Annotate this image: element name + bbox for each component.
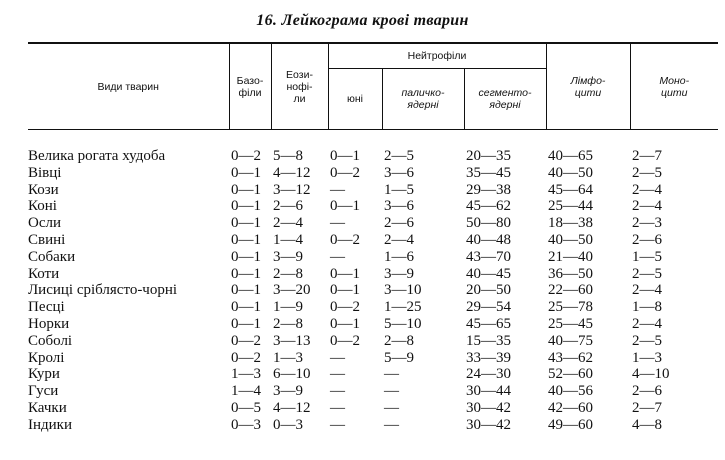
lymphocytes-cell: 40—75 <box>548 332 593 349</box>
species-cell: Песці <box>28 299 65 316</box>
segmented-cell: 40—48 <box>466 231 511 248</box>
eosinophils-cell: 1—9 <box>273 299 303 316</box>
young-cell: 0—1 <box>330 282 360 299</box>
segmented-cell: 30—44 <box>466 383 511 400</box>
band-cell: 5—9 <box>384 349 414 366</box>
lymphocytes-cell: 40—50 <box>548 231 593 248</box>
basophils-cell: 0—1 <box>231 164 261 181</box>
band-cell: 3—9 <box>384 265 414 282</box>
monocytes-cell: 2—4 <box>632 181 662 198</box>
lymphocytes-cell: 36—50 <box>548 265 593 282</box>
segmented-cell: 29—38 <box>466 181 511 198</box>
eosinophils-cell: 6—10 <box>273 366 311 383</box>
monocytes-cell: 2—4 <box>632 282 662 299</box>
young-cell: 0—2 <box>330 231 360 248</box>
header-young: юні <box>328 69 382 130</box>
table-row <box>28 333 718 350</box>
monocytes-cell: 4—10 <box>632 366 670 383</box>
species-cell: Коти <box>28 265 60 282</box>
basophils-cell: 0—1 <box>231 248 261 265</box>
eosinophils-cell: 4—12 <box>273 399 311 416</box>
eosinophils-cell: 2—8 <box>273 315 303 332</box>
monocytes-cell: 2—7 <box>632 148 662 164</box>
header-lymphocytes: Лімфо- цити <box>546 43 630 130</box>
eosinophils-cell: 2—8 <box>273 265 303 282</box>
species-cell: Соболі <box>28 332 73 349</box>
band-cell: 3—6 <box>384 164 414 181</box>
eosinophils-cell: 1—4 <box>273 231 303 248</box>
young-cell: 0—2 <box>330 332 360 349</box>
young-cell: — <box>330 399 345 416</box>
band-cell: 2—4 <box>384 231 414 248</box>
lymphocytes-cell: 25—44 <box>548 198 593 215</box>
species-cell: Індики <box>28 416 72 433</box>
table-row <box>28 383 718 400</box>
young-cell: 0—2 <box>330 164 360 181</box>
lymphocytes-cell: 18—38 <box>548 215 593 232</box>
segmented-cell: 35—45 <box>466 164 511 181</box>
table-row <box>28 182 718 199</box>
band-cell: 2—6 <box>384 215 414 232</box>
table-row <box>28 165 718 182</box>
eosinophils-cell: 2—6 <box>273 198 303 215</box>
band-cell: — <box>384 416 399 433</box>
basophils-cell: 0—1 <box>231 198 261 215</box>
table-body <box>28 130 718 434</box>
species-cell: Кози <box>28 181 59 198</box>
eosinophils-cell: 3—12 <box>273 181 311 198</box>
band-cell: — <box>384 383 399 400</box>
band-cell: 1—25 <box>384 299 422 316</box>
basophils-cell: 0—2 <box>231 332 261 349</box>
band-cell: — <box>384 366 399 383</box>
header-neutrophils: Нейтрофіли <box>328 43 546 69</box>
eosinophils-cell: 3—9 <box>273 383 303 400</box>
monocytes-cell: 2—5 <box>632 164 662 181</box>
segmented-cell: 50—80 <box>466 215 511 232</box>
table-row <box>28 366 718 383</box>
band-cell: 1—6 <box>384 248 414 265</box>
table-row <box>28 198 718 215</box>
species-cell: Свині <box>28 231 66 248</box>
species-cell: Велика рогата худоба <box>28 148 166 164</box>
table-row <box>28 282 718 299</box>
table-row <box>28 215 718 232</box>
lymphocytes-cell: 25—45 <box>548 315 593 332</box>
species-cell: Коні <box>28 198 57 215</box>
monocytes-cell: 1—8 <box>632 299 662 316</box>
young-cell: 0—1 <box>330 315 360 332</box>
monocytes-cell: 1—3 <box>632 349 662 366</box>
lymphocytes-cell: 22—60 <box>548 282 593 299</box>
eosinophils-cell: 1—3 <box>273 349 303 366</box>
monocytes-cell: 2—3 <box>632 215 662 232</box>
table-row <box>28 130 718 165</box>
young-cell: — <box>330 349 345 366</box>
header-segmented: сегменто- ядерні <box>464 69 546 130</box>
table-title: 16. Лейкограма крові тварин <box>256 12 469 29</box>
band-cell: 2—5 <box>384 148 414 164</box>
eosinophils-cell: 5—8 <box>273 148 303 164</box>
basophils-cell: 0—3 <box>231 416 261 433</box>
species-cell: Лисиці сріблясто-чорні <box>28 282 178 299</box>
header-basophils: Базо- філи <box>229 43 271 130</box>
segmented-cell: 30—42 <box>466 399 511 416</box>
band-cell: 5—10 <box>384 315 422 332</box>
basophils-cell: 0—1 <box>231 315 261 332</box>
species-cell: Собаки <box>28 248 76 265</box>
species-cell: Качки <box>28 399 67 416</box>
segmented-cell: 40—45 <box>466 265 511 282</box>
leukogram-table <box>28 42 718 434</box>
table-row <box>28 232 718 249</box>
species-cell: Кури <box>28 366 60 383</box>
lymphocytes-cell: 25—78 <box>548 299 593 316</box>
segmented-cell: 20—35 <box>466 148 511 164</box>
basophils-cell: 0—1 <box>231 282 261 299</box>
segmented-cell: 20—50 <box>466 282 511 299</box>
young-cell: 0—1 <box>330 265 360 282</box>
eosinophils-cell: 4—12 <box>273 164 311 181</box>
monocytes-cell: 2—5 <box>632 332 662 349</box>
monocytes-cell: 2—5 <box>632 265 662 282</box>
species-cell: Кролі <box>28 349 65 366</box>
segmented-cell: 33—39 <box>466 349 511 366</box>
table-row <box>28 299 718 316</box>
lymphocytes-cell: 40—50 <box>548 164 593 181</box>
segmented-cell: 30—42 <box>466 416 511 433</box>
basophils-cell: 0—1 <box>231 231 261 248</box>
lymphocytes-cell: 21—40 <box>548 248 593 265</box>
eosinophils-cell: 2—4 <box>273 215 303 232</box>
species-cell: Гуси <box>28 383 59 400</box>
young-cell: — <box>330 248 345 265</box>
basophils-cell: 0—1 <box>231 265 261 282</box>
band-cell: 2—8 <box>384 332 414 349</box>
species-cell: Вівці <box>28 164 62 181</box>
header-monocytes: Моно- цити <box>630 43 718 130</box>
basophils-cell: 0—2 <box>231 349 261 366</box>
segmented-cell: 15—35 <box>466 332 511 349</box>
table-row <box>28 400 718 417</box>
band-cell: 1—5 <box>384 181 414 198</box>
monocytes-cell: 2—6 <box>632 383 662 400</box>
monocytes-cell: 1—5 <box>632 248 662 265</box>
young-cell: — <box>330 215 345 232</box>
basophils-cell: 0—1 <box>231 215 261 232</box>
monocytes-cell: 4—8 <box>632 416 662 433</box>
basophils-cell: 0—1 <box>231 299 261 316</box>
lymphocytes-cell: 45—64 <box>548 181 593 198</box>
young-cell: 0—1 <box>330 148 360 164</box>
header-eosinophils: Еози- нофі- ли <box>271 43 328 130</box>
young-cell: 0—2 <box>330 299 360 316</box>
young-cell: — <box>330 416 345 433</box>
basophils-cell: 0—5 <box>231 399 261 416</box>
band-cell: 3—6 <box>384 198 414 215</box>
basophils-cell: 0—1 <box>231 181 261 198</box>
basophils-cell: 0—2 <box>231 148 261 164</box>
lymphocytes-cell: 40—56 <box>548 383 593 400</box>
lymphocytes-cell: 43—62 <box>548 349 593 366</box>
lymphocytes-cell: 42—60 <box>548 399 593 416</box>
basophils-cell: 1—4 <box>231 383 261 400</box>
lymphocytes-cell: 40—65 <box>548 148 593 164</box>
segmented-cell: 43—70 <box>466 248 511 265</box>
table-row <box>28 350 718 367</box>
eosinophils-cell: 3—20 <box>273 282 311 299</box>
header-species: Види тварин <box>28 43 229 130</box>
lymphocytes-cell: 49—60 <box>548 416 593 433</box>
table-row <box>28 316 718 333</box>
monocytes-cell: 2—4 <box>632 315 662 332</box>
monocytes-cell: 2—7 <box>632 399 662 416</box>
segmented-cell: 45—62 <box>466 198 511 215</box>
monocytes-cell: 2—4 <box>632 198 662 215</box>
species-cell: Норки <box>28 315 70 332</box>
header-band: паличко- ядерні <box>382 69 464 130</box>
band-cell: — <box>384 399 399 416</box>
band-cell: 3—10 <box>384 282 422 299</box>
young-cell: — <box>330 383 345 400</box>
table-row <box>28 249 718 266</box>
table-row <box>28 266 718 283</box>
eosinophils-cell: 3—13 <box>273 332 311 349</box>
segmented-cell: 29—54 <box>466 299 511 316</box>
table-header <box>28 43 718 130</box>
species-cell: Осли <box>28 215 62 232</box>
segmented-cell: 24—30 <box>466 366 511 383</box>
young-cell: 0—1 <box>330 198 360 215</box>
young-cell: — <box>330 181 345 198</box>
table-row <box>28 417 718 434</box>
eosinophils-cell: 3—9 <box>273 248 303 265</box>
lymphocytes-cell: 52—60 <box>548 366 593 383</box>
young-cell: — <box>330 366 345 383</box>
basophils-cell: 1—3 <box>231 366 261 383</box>
segmented-cell: 45—65 <box>466 315 511 332</box>
monocytes-cell: 2—6 <box>632 231 662 248</box>
eosinophils-cell: 0—3 <box>273 416 303 433</box>
